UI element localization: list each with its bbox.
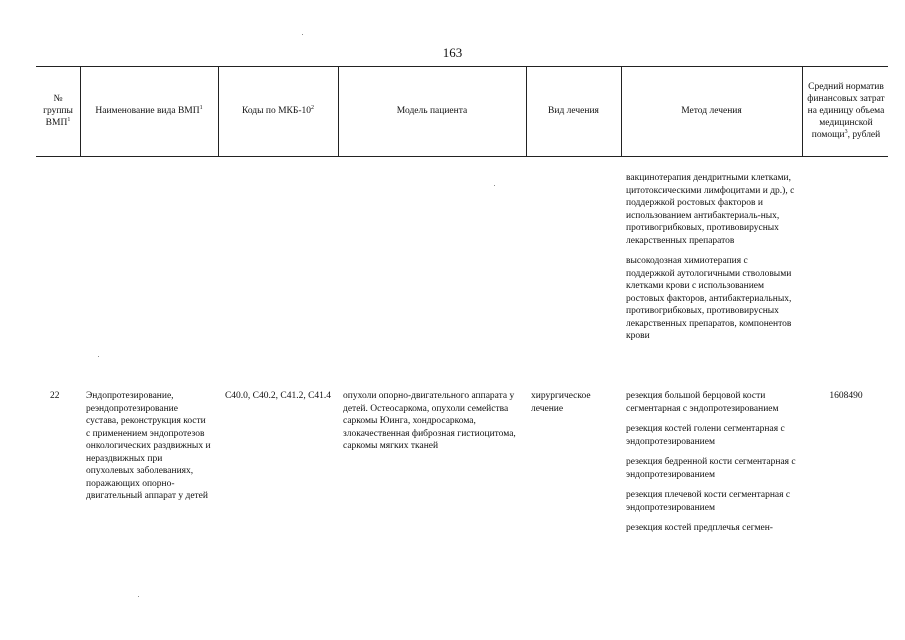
- row-average-cost: 1608490: [829, 391, 863, 401]
- page-number: 163: [442, 45, 463, 60]
- row-group-number: 22: [50, 391, 60, 401]
- row-icd-codes: C40.0, C40.2, C41.2, C41.4: [224, 391, 332, 401]
- scan-speck: [138, 596, 139, 597]
- method-item: резекция бедренной кости сегментарная с эндопротезированием: [626, 457, 796, 480]
- header-icd-codes: Коды по МКБ-$10^2$: [241, 104, 315, 116]
- row-patient-model: опухоли опорно-двигательного аппарата у детей. Остеосаркома, опухоли семейства саркомы Юинга, хондросаркома, злокачественная фиброзная гистиоцитома, саркомы мягких тканей: [343, 391, 516, 451]
- row-methods: [626, 390, 796, 543]
- scan-speck: [494, 185, 495, 186]
- header-treatment-method: Метод лечения: [681, 106, 742, 116]
- continuation-methods: [626, 172, 796, 351]
- method-item: резекция плечевой кости сегментарная с эндопротезированием: [626, 490, 791, 513]
- method-item: резекция большой берцовой кости сегментарная с эндопротезированием: [626, 391, 779, 414]
- method-item: резекция костей предплечья сегмен-: [626, 523, 773, 533]
- header-average-cost: Средний норматив финансовых затрат на единицу объема медицинской помощи$^3$, рублей: [807, 82, 885, 140]
- header-group-number: № группы ВМП$^1$: [43, 94, 73, 128]
- scan-speck: [302, 34, 303, 35]
- scan-speck: [98, 356, 99, 357]
- header-vmp-name: Наименование вида ВМП$^1$: [95, 104, 203, 116]
- header-treatment-type: Вид лечения: [548, 106, 599, 116]
- method-item: вакцинотерапия дендритными клетками, цитотоксическими лимфоцитами и др.), с поддержкой ростовых факторов и использованием антибактериаль-ных, противогрибковых, противовирусных лекарственных препаратов: [626, 173, 795, 246]
- method-item: резекция костей голени сегментарная с эндопротезированием: [626, 424, 785, 447]
- table-header-bottom-border: [36, 156, 888, 157]
- row-vmp-name: Эндопротезирование, реэндопротезирование сустава, реконструкция кости с применением эндопротезов онкологических раздвижных и нераздвижных при опухолевых заболеваниях, поражающих опорно-двигательный аппарат у детей: [86, 391, 211, 501]
- row-treatment-type: хирургическое лечение: [531, 391, 591, 414]
- method-item: высокодозная химиотерапия с поддержкой аутологичными стволовыми клетками крови с использованием ростовых факторов, антибактериальных, противогрибковых, противовирусных лекарственных препаратов, компонентов крови: [626, 256, 792, 341]
- header-patient-model: Модель пациента: [396, 106, 468, 116]
